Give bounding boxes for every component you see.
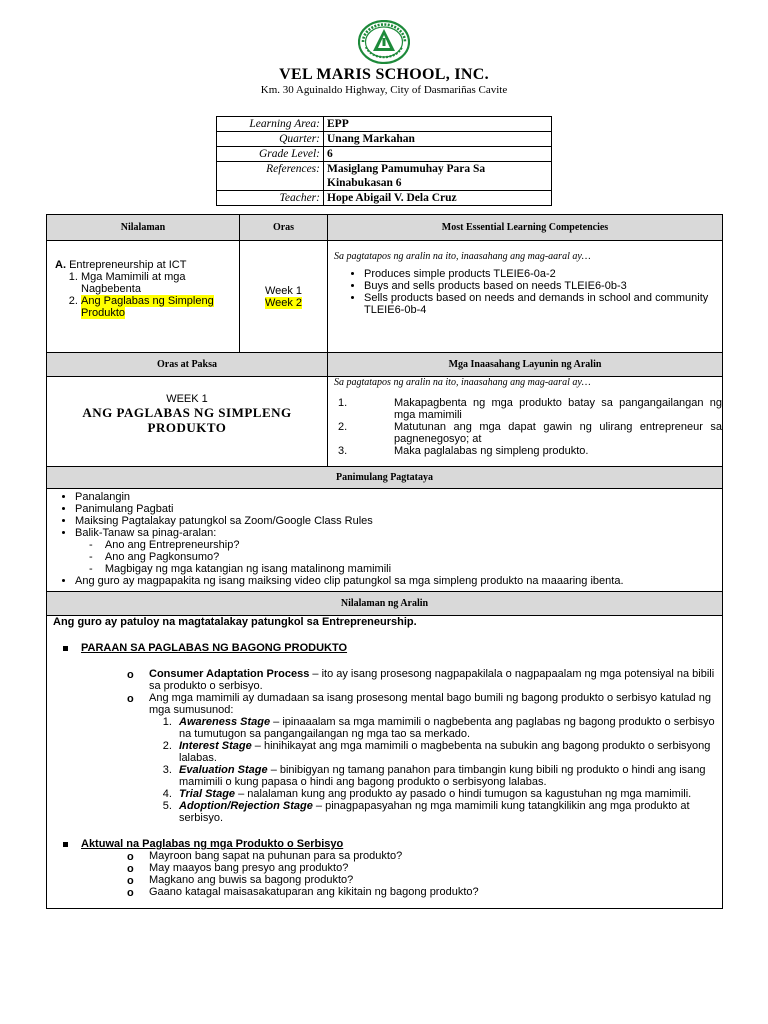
- topic-line: [55, 259, 233, 271]
- stage-item: [175, 788, 716, 800]
- school-seal-logo: [358, 20, 410, 64]
- circle-bullet-icon: o: [127, 875, 134, 887]
- question-item: [127, 850, 716, 863]
- panimula-cell: [47, 489, 723, 592]
- info-row-grade-level: [217, 147, 552, 162]
- balik-tanaw-item: - Magbigay ng mga katangian ng isang matalinong mamimili: [89, 563, 392, 575]
- objective-item: [328, 397, 722, 421]
- nilalaman-header: Nilalaman ng Aralin: [47, 592, 723, 616]
- school-address: Km. 30 Aguinaldo Highway, City of Dasmariñas Cavite: [260, 84, 508, 96]
- objective-text: Maka paglalabas ng simpleng produkto.: [394, 445, 589, 457]
- objective-item: [328, 421, 722, 445]
- oras-paksa-header-row: [47, 353, 723, 377]
- process-intro: Ang mga mamimili ay dumadaan sa isang prosesong mental bago bumili ng bagong produkto o serbisyo katulad ng mga sumusunod:: [149, 692, 711, 716]
- stage-term: Adoption/Rejection Stage: [179, 800, 313, 812]
- col-header-nilalaman: Nilalaman: [47, 215, 240, 241]
- info-row-references: [217, 162, 552, 191]
- stage-def: – hinihikayat ang mga mamimili o magbebenta na subukin ang bagong produkto o serbisyong lalabas.: [179, 740, 711, 764]
- week-2-label: Week 2: [264, 296, 303, 309]
- panimula-header: Panimulang Pagtataya: [47, 467, 723, 489]
- topic-item: [81, 295, 233, 319]
- cap-term: Consumer Adaptation Process: [149, 668, 310, 680]
- circle-bullet-icon: o: [127, 887, 134, 899]
- balik-tanaw-item: - Ano ang Pagkonsumo?: [89, 551, 220, 563]
- objective-text: Makapagbenta ng mga produkto batay sa pangangailangan ng mga mamimili: [394, 397, 722, 421]
- circle-bullet-icon: o: [127, 669, 134, 681]
- school-name: VEL MARIS SCHOOL, INC.: [279, 66, 489, 83]
- week-1-label: Week 1: [264, 284, 303, 297]
- square-bullet-icon: [63, 646, 68, 651]
- balik-tanaw-text: Ano ang Pagkonsumo?: [104, 551, 220, 563]
- section-heading: [81, 838, 716, 850]
- stage-term: Evaluation Stage: [179, 764, 268, 776]
- objectives-cell: [328, 377, 723, 467]
- info-label: Learning Area:: [217, 117, 324, 132]
- content-row: [47, 616, 723, 909]
- cap-definition: – ito ay isang prosesong nagpapakilala o nagpapaalam ng mga potensiyal na bibili sa produkto o serbisyo.: [149, 668, 715, 692]
- objectives-intro: Sa pagtatapos ng aralin na ito, inaasahang ang mag-aaral ay…: [334, 377, 591, 388]
- paksa-cell: [47, 377, 328, 467]
- oras-cell: [240, 241, 328, 353]
- nilalaman-header-row: [47, 592, 723, 616]
- content-intro: Ang guro ay patuloy na magtatalakay patungkol sa Entrepreneurship.: [53, 616, 417, 628]
- competency-header-row: [47, 215, 723, 241]
- stage-item: [175, 764, 716, 788]
- question-text: Gaano katagal maisasakatuparan ang kikitain ng bagong produkto?: [149, 886, 479, 898]
- topic-letter: A.: [55, 259, 66, 271]
- stage-item: [175, 740, 716, 764]
- melc-item: • Buys and sells products based on needs TLEIE6-0b-3: [364, 280, 722, 292]
- panimula-header-row: [47, 467, 723, 489]
- objective-text: Matutunan ang mga dapat gawin ng ulirang entrepreneur sa pagnenegosyo; at: [394, 421, 722, 445]
- process-item: [127, 692, 716, 824]
- topic-item-highlighted: Ang Paglabas ng Simpleng Produkto: [81, 295, 214, 319]
- info-value: Unang Markahan: [324, 132, 552, 147]
- section-title: PARAAN SA PAGLABAS NG BAGONG PRODUKTO: [81, 642, 348, 654]
- competency-row: [47, 241, 723, 353]
- balik-tanaw-item: - Ano ang Entrepreneurship?: [89, 539, 240, 551]
- balik-tanaw-text: Ano ang Entrepreneurship?: [104, 539, 240, 551]
- panimula-item: [75, 527, 716, 575]
- melc-cell: [328, 241, 723, 353]
- topic-title: Entrepreneurship at ICT: [69, 259, 187, 271]
- circle-bullet-icon: o: [127, 851, 134, 863]
- col-header-melc: Most Essential Learning Competencies: [328, 215, 723, 241]
- objective-number: 3.: [338, 445, 348, 457]
- stage-item: [175, 800, 716, 824]
- week-label: WEEK 1: [166, 393, 208, 405]
- objective-item: [328, 445, 722, 457]
- content-cell: [47, 616, 723, 909]
- objective-number: 1.: [338, 397, 348, 409]
- stage-def: – nalalaman kung ang produkto ay pasado o hindi tumugon sa kagustuhan ng mga mamimili.: [235, 788, 692, 800]
- circle-bullet-icon: o: [127, 693, 134, 705]
- info-label: Teacher:: [217, 191, 324, 206]
- info-value: 6: [324, 147, 552, 162]
- melc-item: [364, 292, 722, 316]
- lesson-plan-table: [46, 214, 723, 909]
- info-value: EPP: [324, 117, 552, 132]
- question-item: [127, 874, 716, 887]
- info-value: Hope Abigail V. Dela Cruz: [324, 191, 552, 206]
- col-header-oras-paksa: Oras at Paksa: [47, 353, 328, 377]
- topic-item: 1. Mga Mamimili at mga Nagbebenta: [81, 271, 233, 295]
- info-row-quarter: [217, 132, 552, 147]
- circle-bullet-icon: o: [127, 863, 134, 875]
- panimula-item: • Ang guro ay magpapakita ng isang maiksing video clip patungkol sa mga simpleng produkto na maaaring ibenta.: [75, 575, 716, 587]
- melc-item: • Produces simple products TLEIE6-0a-2: [364, 268, 722, 280]
- question-text: Mayroon bang sapat na puhunan para sa produkto?: [149, 850, 403, 862]
- col-header-oras: Oras: [240, 215, 328, 241]
- stage-def: – ipinaaalam sa mga mamimili o nagbebenta ang paglabas ng bagong produkto o serbisyo na tumutugon sa pangangailangan ng mga tao sa merkado.: [179, 716, 715, 740]
- section-heading: [81, 642, 716, 654]
- question-item: [127, 862, 716, 875]
- stage-term: Interest Stage: [179, 740, 252, 752]
- info-row-learning-area: [217, 117, 552, 132]
- info-label: Grade Level:: [217, 147, 324, 162]
- panimula-item: • Maiksing Pagtalakay patungkol sa Zoom/Google Class Rules: [75, 515, 716, 527]
- panimula-row: [47, 489, 723, 592]
- stage-def: – pinagpapasyahan ng mga mamimili kung tatangkilikin ang mga produkto at serbisyo.: [179, 800, 690, 824]
- balik-tanaw-text: Magbigay ng mga katangian ng isang matalinong mamimili: [104, 563, 392, 575]
- melc-intro: Sa pagtatapos ng aralin na ito, inaasahang ang mag-aaral ay…: [334, 251, 591, 262]
- col-header-layunin: Mga Inaasahang Layunin ng Aralin: [328, 353, 723, 377]
- question-item: [127, 886, 716, 899]
- balik-tanaw-label: Balik-Tanaw sa pinag-aralan:: [75, 527, 217, 539]
- info-label: Quarter:: [217, 132, 324, 147]
- info-label: References:: [217, 162, 324, 191]
- lesson-info-table: [216, 116, 552, 206]
- section-title: Aktuwal na Paglabas ng mga Produkto o Serbisyo: [81, 838, 344, 850]
- square-bullet-icon: [63, 842, 68, 847]
- stage-term: Awareness Stage: [179, 716, 271, 728]
- nilalaman-cell: [47, 241, 240, 353]
- lesson-title: ANG PAGLABAS NG SIMPLENG PRODUKTO: [82, 405, 292, 435]
- stage-def: – binibigyan ng tamang panahon para timbangin kung bibili ng produkto o hindi ang isang mamimili o kung papasa o hindi ang bagong produkto o serbisyong lalabas.: [179, 764, 706, 788]
- info-row-teacher: [217, 191, 552, 206]
- melc-code: TLEIE6-0b-4: [364, 304, 427, 316]
- objectives-row: [47, 377, 723, 467]
- panimula-item: • Panalangin: [75, 491, 716, 503]
- panimula-item: • Panimulang Pagbati: [75, 503, 716, 515]
- question-text: May maayos bang presyo ang produkto?: [149, 862, 349, 874]
- objective-number: 2.: [338, 421, 348, 433]
- melc-item-text: Sells products based on needs and demands in school and community: [364, 292, 709, 304]
- info-value: Masiglang Pamumuhay Para Sa Kinabukasan 6: [324, 162, 552, 191]
- question-text: Magkano ang buwis sa bagong produkto?: [149, 874, 354, 886]
- stage-term: Trial Stage: [179, 788, 236, 800]
- cap-item: [127, 668, 716, 692]
- stage-item: [175, 716, 716, 740]
